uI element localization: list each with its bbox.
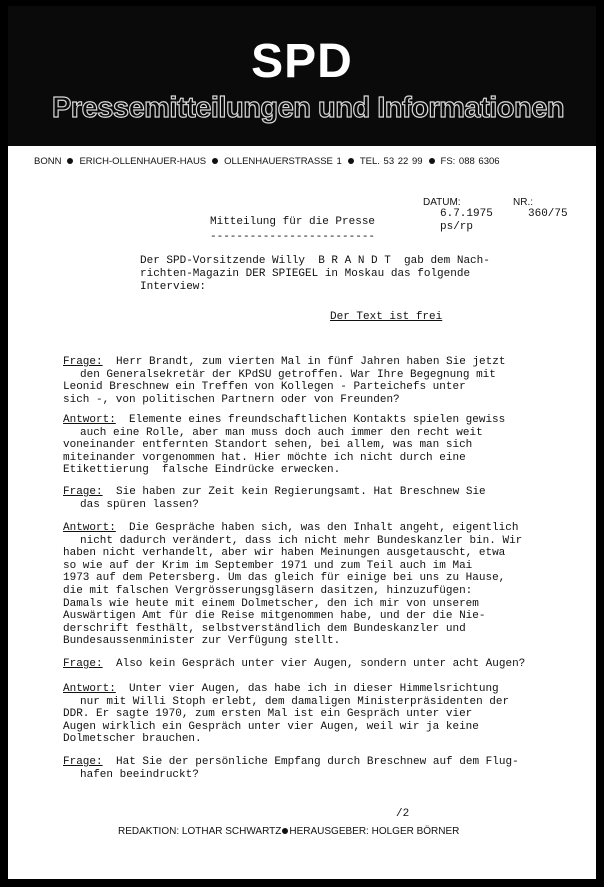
qa-line: Etikettierung falsche Eindrücke erwecken. [63,464,341,477]
qa-line: Sie haben zur Zeit kein Regierungsamt. Hat Breschnew Sie [116,486,486,498]
release-note: Der Text ist frei [330,311,443,323]
qa-line: miteinander vorgenommen hat. Hier möchte ich nicht durch eine [63,451,466,464]
qa-line: hafen beeindruckt? [80,768,199,781]
qa-line: Damals wie heute mit einem Dolmetscher, den ich mir von unserem [63,597,479,610]
qa-line: Also kein Gespräch unter vier Augen, sondern unter acht Augen? [116,658,526,670]
nr-label: NR.: [513,197,533,208]
qa-line: Bundesaussenminister zur Verfügung stellt. [63,635,341,648]
address-line [34,156,594,167]
bullet-icon [212,158,218,164]
qa-line: Hat Sie der persönliche Empfang durch Breschnew auf dem Flug- [116,756,519,768]
heading-rule: ------------------------- [210,231,376,243]
qa-line: die mit falschen Vergrösserungsgläsern dasitzen, hinzuzufügen: [63,584,473,597]
qa-line: nicht dadurch verändert, dass ich nicht mehr Bundeskanzler bin. Wir [80,534,523,547]
qa-line: nur mit Willi Stoph erlebt, dem damaligen Ministerpräsidenten der [80,695,510,708]
intro-line: richten-Magazin DER SPIEGEL in Moskau das folgende [140,268,471,280]
qa-block-answer [63,683,509,746]
qa-line: den Generalsekretär der KPdSU getroffen. War Ihre Begegnung mit [80,368,496,381]
qa-tag: Frage: [63,756,103,768]
footer-redaktion: REDAKTION: LOTHAR SCHWARTZ [118,826,282,837]
qa-line: voneinander entfernten Standort sehen, bei allem, was man sich [63,439,473,452]
bullet-icon [429,158,435,164]
qa-block-question [63,486,486,511]
intro-line: Der SPD-Vorsitzende Willy B R A N D T gab dem Nach- [140,255,490,267]
qa-line: sich -, von politischen Partnern oder von Freunden? [63,393,400,406]
address-building: ERICH-OLLENHAUER-HAUS [79,156,207,167]
footer-herausgeber: HERAUSGEBER: HOLGER BÖRNER [289,826,460,837]
qa-block-question [63,658,525,671]
page-marker: /2 [396,808,410,820]
datum-label: DATUM: [423,197,461,208]
qa-tag: Antwort: [63,414,116,426]
qa-line: derschrift festhält, selbstverständlich dem Bundeskanzler und [63,622,466,635]
spd-logo: SPD [251,35,353,88]
address-telex: FS: 088 6306 [440,156,500,167]
qa-tag: Antwort: [63,683,116,695]
qa-line: Elemente eines freundschaftlichen Kontakts spielen gewiss [129,414,506,426]
letterhead [8,6,596,146]
qa-line: haben nicht verhandelt, aber wir haben Meinungen ausgetauscht, etwa [63,547,506,560]
qa-line: Unter vier Augen, das habe ich in dieser Himmelsrichtung [129,683,499,695]
letterhead-tagline: Pressemitteilungen und Informationen [51,92,565,124]
initials: ps/rp [440,221,474,233]
qa-tag: Antwort: [63,522,116,534]
heading: Mitteilung für die Presse [210,216,376,228]
datum-value: 6.7.1975 [440,208,493,220]
qa-block-question [63,756,519,781]
press-release-page [8,6,596,879]
nr-value: 360/75 [528,208,568,220]
footer [118,826,459,837]
qa-block-answer [63,414,505,477]
qa-block-answer [63,522,522,648]
qa-line: Herr Brandt, zum vierten Mal in fünf Jahren haben Sie jetzt [116,356,506,368]
bullet-icon [348,158,354,164]
qa-line: Auswärtigen Amt für die Reise mitgenommen habe, und der die Nie- [63,610,486,623]
qa-line: Leonid Breschnew ein Treffen von Kollegen - Parteichefs unter [63,381,466,394]
bullet-icon [282,828,288,834]
intro-line: Interview: [140,281,207,293]
qa-line: das spüren lassen? [80,498,199,511]
qa-line: DDR. Er sagte 1970, zum ersten Mal ist ein Gespräch unter vier [63,708,473,721]
address-street: OLLENHAUERSTRASSE 1 [224,156,342,167]
bullet-icon [67,158,73,164]
qa-line: Augen wirklich ein Gespräch unter vier Augen, weil wir ja keine [63,720,479,733]
qa-tag: Frage: [63,486,103,498]
qa-line: 1973 auf dem Petersberg. Um das gleich für einige bei uns zu Hause, [63,572,506,585]
qa-line: auch eine Rolle, aber man muss doch auch immer den recht weit [80,426,483,439]
address-city: BONN [34,156,62,167]
qa-tag: Frage: [63,356,103,368]
qa-tag: Frage: [63,658,103,670]
address-phone: TEL. 53 22 99 [359,156,423,167]
qa-line: so wie auf der Krim im September 1971 und zum Teil auch im Mai [63,559,473,572]
qa-block-question [63,356,505,406]
qa-line: Dolmetscher brauchen. [63,733,202,746]
qa-line: Die Gespräche haben sich, was den Inhalt angeht, eigentlich [129,522,519,534]
